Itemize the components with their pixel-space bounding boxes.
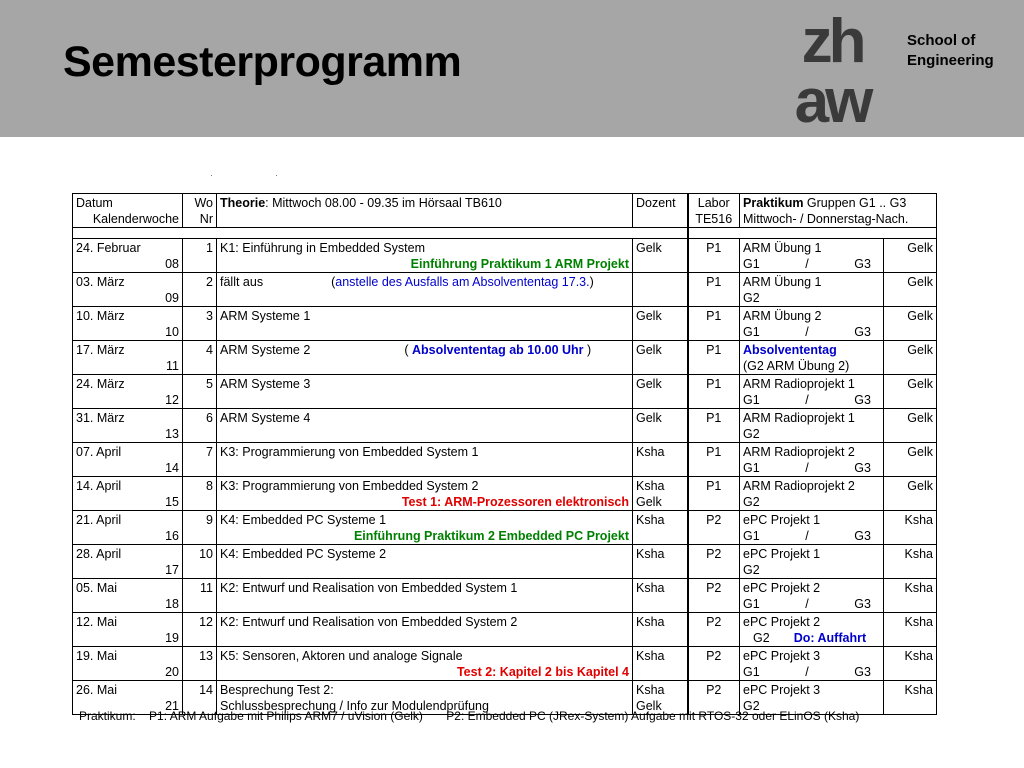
col-wo-header: Wo Nr <box>183 194 217 228</box>
cell-date: 24. März 12 <box>73 375 183 409</box>
cell-nr: 1 <box>183 239 217 273</box>
cell-prak-dozent: Gelk <box>884 443 937 477</box>
cell-praktikum: ARM Radioprojekt 1 G2 <box>740 409 884 443</box>
cell-date: 03. März 09 <box>73 273 183 307</box>
cell-theorie: fällt aus (anstelle des Ausfalls am Absolvententag 17.3.) <box>217 273 633 307</box>
cell-labor: P1 <box>688 307 740 341</box>
cell-dozent: Gelk <box>633 409 688 443</box>
cell-date: 10. März 10 <box>73 307 183 341</box>
col-theorie-header: Theorie: Mittwoch 08.00 - 09.35 im Hörsaal TB610 <box>217 194 633 228</box>
footer-legend <box>79 709 859 723</box>
cell-nr: 4 <box>183 341 217 375</box>
cell-praktikum: ePC Projekt 3 G1 / G3 <box>740 647 884 681</box>
cell-nr: 14 <box>183 681 217 715</box>
cell-dozent: Gelk <box>633 341 688 375</box>
table-row <box>73 341 937 375</box>
cell-nr: 2 <box>183 273 217 307</box>
cell-theorie: K4: Embedded PC Systeme 1 Einführung Praktikum 2 Embedded PC Projekt <box>217 511 633 545</box>
footer-p2: P2: Embedded PC (JRex-System) Aufgabe mit RTOS-32 oder ELinOS (Ksha) <box>446 709 860 723</box>
cell-prak-dozent: Gelk <box>884 477 937 511</box>
cell-dozent: Ksha <box>633 579 688 613</box>
cell-date: 31. März 13 <box>73 409 183 443</box>
cell-prak-dozent: Ksha <box>884 613 937 647</box>
theorie-note: Einführung Praktikum 1 ARM Projekt <box>410 257 629 271</box>
cell-praktikum: ePC Projekt 3 G2 <box>740 681 884 715</box>
cell-dozent: Gelk <box>633 307 688 341</box>
cell-labor: P1 <box>688 409 740 443</box>
cell-nr: 5 <box>183 375 217 409</box>
cell-date: 19. Mai 20 <box>73 647 183 681</box>
cell-nr: 11 <box>183 579 217 613</box>
table-row <box>73 511 937 545</box>
table-row <box>73 409 937 443</box>
cell-dozent: Gelk <box>633 375 688 409</box>
cell-theorie: K4: Embedded PC Systeme 2 <box>217 545 633 579</box>
table-row <box>73 477 937 511</box>
cell-praktikum: ePC Projekt 1 G2 <box>740 545 884 579</box>
cell-theorie: K5: Sensoren, Aktoren und analoge Signale Test 2: Kapitel 2 bis Kapitel 4 <box>217 647 633 681</box>
cell-prak-dozent: Gelk <box>884 273 937 307</box>
cell-labor: P2 <box>688 613 740 647</box>
cell-dozent: Ksha <box>633 647 688 681</box>
cell-theorie: Besprechung Test 2: Schlussbesprechung / Info zur Modulendprüfung <box>217 681 633 715</box>
cell-prak-dozent: Gelk <box>884 307 937 341</box>
cell-dozent: Ksha Gelk <box>633 681 688 715</box>
cell-theorie: K1: Einführung in Embedded System Einführung Praktikum 1 ARM Projekt <box>217 239 633 273</box>
cell-date: 21. April 16 <box>73 511 183 545</box>
table-row <box>73 613 937 647</box>
cell-praktikum: ePC Projekt 2 G1 / G3 <box>740 579 884 613</box>
cell-nr: 13 <box>183 647 217 681</box>
cell-theorie: K3: Programmierung von Embedded System 2 Test 1: ARM-Prozessoren elektronisch <box>217 477 633 511</box>
cell-prak-dozent: Ksha <box>884 545 937 579</box>
cell-dozent: Ksha <box>633 545 688 579</box>
table-row <box>73 443 937 477</box>
cell-dozent: Ksha <box>633 511 688 545</box>
cell-nr: 3 <box>183 307 217 341</box>
cell-labor: P2 <box>688 647 740 681</box>
col-praktikum-header: Praktikum Gruppen G1 .. G3 Mittwoch- / Donnerstag-Nach. <box>740 194 937 228</box>
cell-labor: P1 <box>688 477 740 511</box>
cell-nr: 6 <box>183 409 217 443</box>
table-row <box>73 579 937 613</box>
school-label <box>907 31 994 71</box>
cell-nr: 10 <box>183 545 217 579</box>
cell-labor: P1 <box>688 375 740 409</box>
cell-theorie: ARM Systeme 4 <box>217 409 633 443</box>
cell-labor: P1 <box>688 341 740 375</box>
table-body <box>73 239 937 715</box>
logo-text-top: zh <box>801 12 863 76</box>
cell-dozent: Gelk <box>633 239 688 273</box>
cell-theorie: ARM Systeme 2 ( Absolvententag ab 10.00 Uhr ) <box>217 341 633 375</box>
cell-date: 05. Mai 18 <box>73 579 183 613</box>
cell-prak-dozent: Ksha <box>884 647 937 681</box>
cell-praktikum: Absolvententag (G2 ARM Übung 2) <box>740 341 884 375</box>
table-row <box>73 239 937 273</box>
cell-date: 24. Februar 08 <box>73 239 183 273</box>
decorative-dot: · <box>210 170 213 180</box>
cell-theorie: ARM Systeme 3 <box>217 375 633 409</box>
cell-dozent: Ksha <box>633 613 688 647</box>
cell-praktikum: ARM Übung 2 G1 / G3 <box>740 307 884 341</box>
cell-labor: P1 <box>688 273 740 307</box>
cell-theorie: K2: Entwurf und Realisation von Embedded System 2 <box>217 613 633 647</box>
cell-praktikum: ePC Projekt 2 G2 Do: Auffahrt <box>740 613 884 647</box>
cell-theorie: K3: Programmierung von Embedded System 1 <box>217 443 633 477</box>
cell-date: 12. Mai 19 <box>73 613 183 647</box>
cell-theorie: ARM Systeme 1 <box>217 307 633 341</box>
cell-prak-dozent: Gelk <box>884 375 937 409</box>
footer-label: Praktikum: <box>79 709 136 723</box>
cell-labor: P1 <box>688 443 740 477</box>
theorie-note: Test 1: ARM-Prozessoren elektronisch <box>401 495 629 509</box>
cell-theorie: K2: Entwurf und Realisation von Embedded System 1 <box>217 579 633 613</box>
cell-dozent <box>633 273 688 307</box>
school-line-1: School of <box>907 32 976 49</box>
page-title: Semesterprogramm <box>63 38 462 86</box>
cell-praktikum: ePC Projekt 1 G1 / G3 <box>740 511 884 545</box>
table-row <box>73 647 937 681</box>
cell-nr: 9 <box>183 511 217 545</box>
zhaw-logo <box>775 12 890 127</box>
table-row <box>73 545 937 579</box>
cell-prak-dozent: Gelk <box>884 239 937 273</box>
cell-dozent: Ksha <box>633 443 688 477</box>
logo-text-bottom: aw <box>794 67 870 127</box>
footer-p1: P1: ARM Aufgabe mit Philips ARM7 / uVision (Gelk) <box>149 709 423 723</box>
header-banner <box>0 0 1024 137</box>
cell-praktikum: ARM Übung 1 G2 <box>740 273 884 307</box>
table-row <box>73 273 937 307</box>
table-row <box>73 375 937 409</box>
table-row <box>73 307 937 341</box>
cell-date: 17. März 11 <box>73 341 183 375</box>
decorative-dot: · <box>275 170 278 180</box>
cell-labor: P2 <box>688 579 740 613</box>
col-labor-header: Labor TE516 <box>688 194 740 228</box>
cell-labor: P2 <box>688 681 740 715</box>
cell-labor: P2 <box>688 545 740 579</box>
cell-prak-dozent: Gelk <box>884 341 937 375</box>
cell-date: 14. April 15 <box>73 477 183 511</box>
semester-table <box>72 193 937 715</box>
cell-labor: P2 <box>688 511 740 545</box>
cell-date: 07. April 14 <box>73 443 183 477</box>
cell-praktikum: ARM Radioprojekt 2 G2 <box>740 477 884 511</box>
spacer-row <box>73 228 937 239</box>
cell-nr: 12 <box>183 613 217 647</box>
table-header-row <box>73 194 937 228</box>
cell-prak-dozent: Ksha <box>884 511 937 545</box>
cell-prak-dozent: Ksha <box>884 579 937 613</box>
cell-praktikum: ARM Übung 1 G1 / G3 <box>740 239 884 273</box>
cell-labor: P1 <box>688 239 740 273</box>
school-line-2: Engineering <box>907 52 994 69</box>
cell-praktikum: ARM Radioprojekt 2 G1 / G3 <box>740 443 884 477</box>
cell-date: 28. April 17 <box>73 545 183 579</box>
cell-date: 26. Mai 21 <box>73 681 183 715</box>
col-datum-header: Datum Kalenderwoche <box>73 194 183 228</box>
col-dozent-header: Dozent <box>633 194 688 228</box>
cell-praktikum: ARM Radioprojekt 1 G1 / G3 <box>740 375 884 409</box>
cell-dozent: Ksha Gelk <box>633 477 688 511</box>
theorie-note: Test 2: Kapitel 2 bis Kapitel 4 <box>456 665 629 679</box>
cell-prak-dozent: Ksha <box>884 681 937 715</box>
cell-nr: 8 <box>183 477 217 511</box>
cell-nr: 7 <box>183 443 217 477</box>
theorie-note: Einführung Praktikum 2 Embedded PC Projekt <box>353 529 629 543</box>
cell-prak-dozent: Gelk <box>884 409 937 443</box>
